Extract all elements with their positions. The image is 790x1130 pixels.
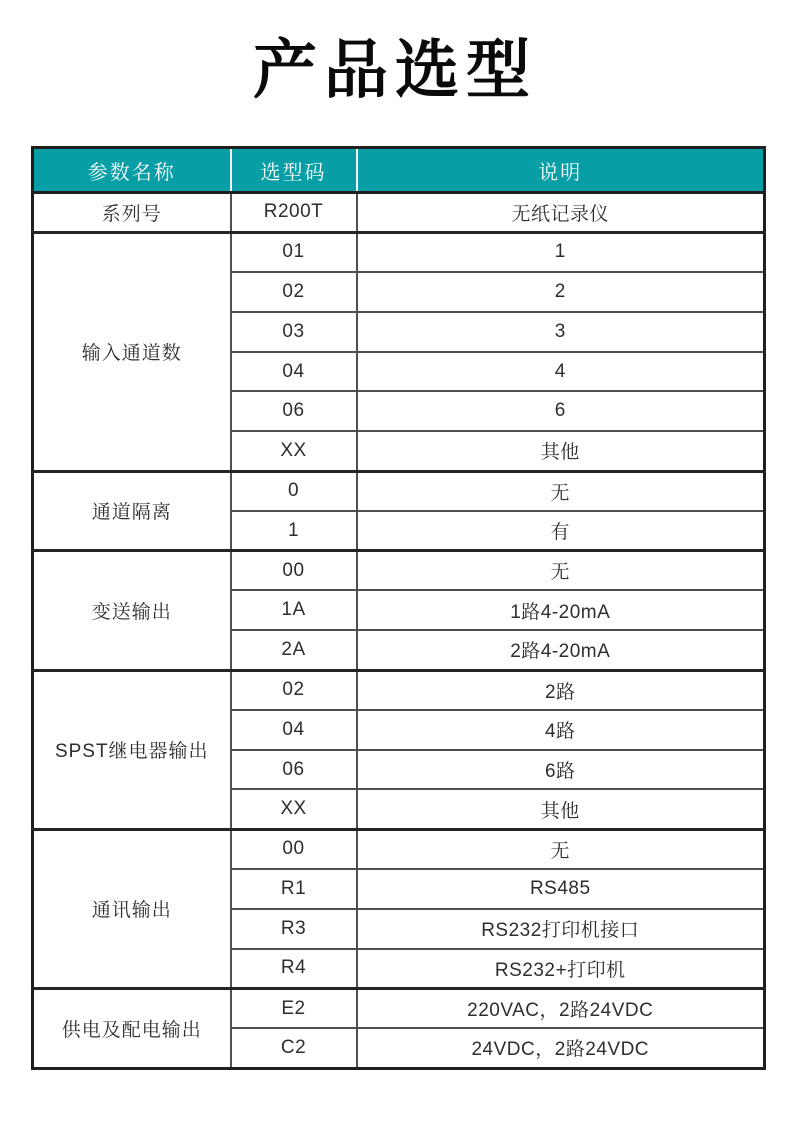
description-cell: 2路4-20mA	[357, 630, 765, 670]
table-row	[33, 829, 765, 869]
description-cell: 3	[357, 312, 765, 352]
table-row	[33, 551, 765, 591]
table-body	[33, 193, 765, 1069]
selection-code-cell: 04	[231, 352, 357, 392]
description-cell: 无	[357, 829, 765, 869]
selection-code-cell: R3	[231, 909, 357, 949]
table-row	[33, 670, 765, 710]
param-name-cell: 变送输出	[33, 551, 231, 670]
description-cell: 1路4-20mA	[357, 590, 765, 630]
selection-code-cell: 03	[231, 312, 357, 352]
selection-code-cell: 0	[231, 471, 357, 511]
selection-code-cell: XX	[231, 789, 357, 829]
selection-code-cell: 2A	[231, 630, 357, 670]
column-header-parameter-name: 参数名称	[33, 148, 231, 193]
selection-code-cell: 1	[231, 511, 357, 551]
selection-code-cell: C2	[231, 1028, 357, 1068]
column-header-description: 说明	[357, 148, 765, 193]
description-cell: 有	[357, 511, 765, 551]
selection-code-cell: R200T	[231, 193, 357, 233]
selection-code-cell: 06	[231, 750, 357, 790]
description-cell: 6路	[357, 750, 765, 790]
description-cell: 无	[357, 471, 765, 511]
selection-code-cell: E2	[231, 988, 357, 1028]
description-cell: RS485	[357, 869, 765, 909]
description-cell: 无	[357, 551, 765, 591]
description-cell: 4路	[357, 710, 765, 750]
selection-code-cell: 02	[231, 670, 357, 710]
description-cell: 2路	[357, 670, 765, 710]
description-cell: RS232打印机接口	[357, 909, 765, 949]
selection-code-cell: 01	[231, 232, 357, 272]
description-cell: 无纸记录仪	[357, 193, 765, 233]
selection-code-cell: 1A	[231, 590, 357, 630]
param-name-cell: 输入通道数	[33, 232, 231, 471]
description-cell: RS232+打印机	[357, 949, 765, 989]
product-selection-table	[31, 146, 766, 1070]
selection-code-cell: 00	[231, 551, 357, 591]
table-row	[33, 193, 765, 233]
description-cell: 220VAC，2路24VDC	[357, 988, 765, 1028]
table-row	[33, 988, 765, 1028]
table-row	[33, 232, 765, 272]
column-header-selection-code: 选型码	[231, 148, 357, 193]
description-cell: 2	[357, 272, 765, 312]
description-cell: 其他	[357, 431, 765, 471]
description-cell: 其他	[357, 789, 765, 829]
selection-code-cell: 04	[231, 710, 357, 750]
param-name-cell: SPST继电器输出	[33, 670, 231, 829]
param-name-cell: 通道隔离	[33, 471, 231, 551]
param-name-cell: 系列号	[33, 193, 231, 233]
table-header	[33, 148, 765, 193]
param-name-cell: 供电及配电输出	[33, 988, 231, 1068]
description-cell: 4	[357, 352, 765, 392]
description-cell: 24VDC，2路24VDC	[357, 1028, 765, 1068]
selection-code-cell: 02	[231, 272, 357, 312]
selection-code-cell: 06	[231, 391, 357, 431]
table-row	[33, 471, 765, 511]
page-title: 产品选型	[253, 34, 537, 106]
selection-code-cell: 00	[231, 829, 357, 869]
selection-code-cell: R1	[231, 869, 357, 909]
description-cell: 1	[357, 232, 765, 272]
param-name-cell: 通讯输出	[33, 829, 231, 988]
description-cell: 6	[357, 391, 765, 431]
header-row	[33, 148, 765, 193]
selection-code-cell: R4	[231, 949, 357, 989]
selection-code-cell: XX	[231, 431, 357, 471]
